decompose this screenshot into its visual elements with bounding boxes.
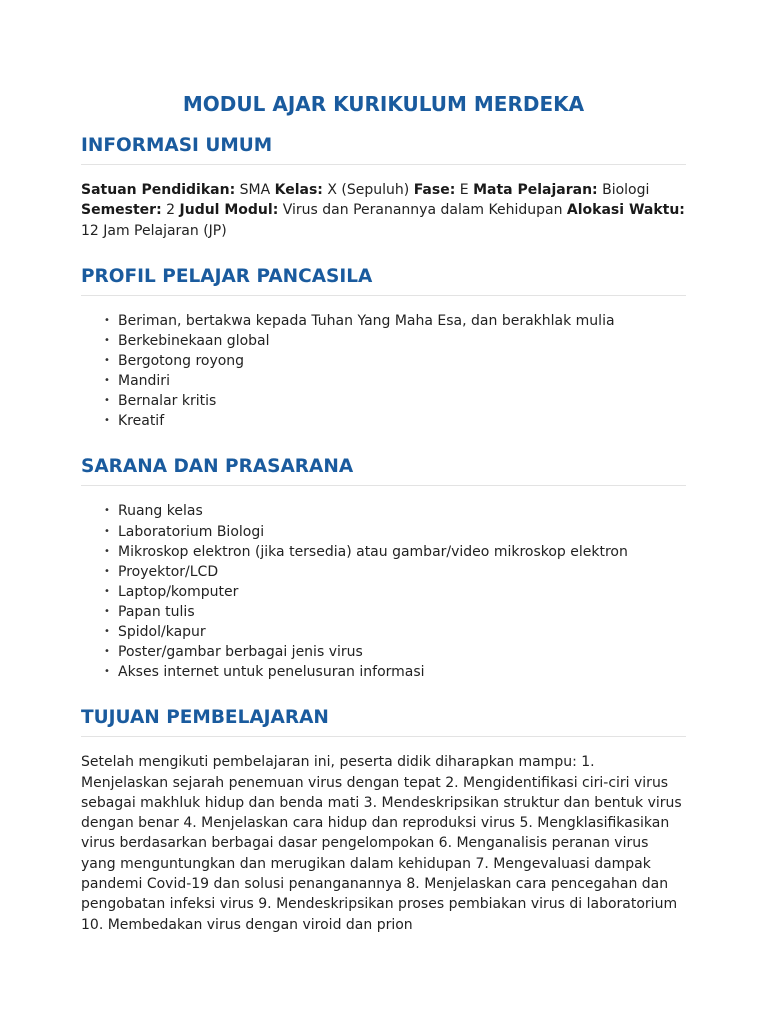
bullet-icon: •: [104, 646, 110, 658]
section-heading-tujuan-pembelajaran: TUJUAN PEMBELAJARAN: [81, 706, 686, 737]
document-title: MODUL AJAR KURIKULUM MERDEKA: [182, 92, 585, 116]
profil-list: [81, 311, 686, 432]
list-item: [104, 391, 686, 411]
list-item: [104, 522, 686, 542]
list-item: [104, 411, 686, 431]
list-item-text: Berkebinekaan global: [118, 332, 270, 349]
list-item: [104, 501, 686, 521]
bullet-icon: •: [104, 395, 110, 407]
bullet-icon: •: [104, 525, 110, 537]
field-value-fase: E: [459, 182, 469, 198]
bullet-icon: •: [104, 355, 110, 367]
field-value-satuan-pendidikan: SMA: [239, 182, 271, 198]
list-item-text: Akses internet untuk penelusuran informasi: [118, 664, 425, 681]
list-item: [104, 311, 686, 331]
field-label-satuan-pendidikan: Satuan Pendidikan:: [81, 182, 236, 198]
list-item-text: Kreatif: [118, 413, 165, 430]
bullet-icon: •: [104, 545, 110, 557]
list-item-text: Spidol/kapur: [118, 624, 206, 641]
field-label-judul-modul: Judul Modul:: [179, 202, 279, 219]
bullet-icon: •: [104, 666, 110, 678]
section-heading-informasi-umum: INFORMASI UMUM: [81, 134, 686, 165]
list-item: [104, 371, 686, 391]
list-item: [104, 642, 686, 662]
section-heading-sarana-dan-prasarana: SARANA DAN PRASARANA: [81, 455, 686, 486]
bullet-icon: •: [104, 626, 110, 638]
list-item-text: Papan tulis: [118, 603, 195, 620]
list-item: [104, 622, 686, 642]
field-label-kelas: Kelas:: [274, 182, 323, 198]
bullet-icon: •: [104, 585, 110, 597]
list-item-text: Beriman, bertakwa kepada Tuhan Yang Maha Esa, dan berakhlak mulia: [118, 312, 615, 329]
field-label-alokasi-waktu: Alokasi Waktu:: [566, 202, 685, 219]
list-item-text: Laboratorium Biologi: [118, 523, 265, 540]
field-label-fase: Fase:: [413, 182, 456, 198]
sarana-list: [81, 501, 686, 682]
field-label-mata-pelajaran: Mata Pelajaran:: [473, 182, 598, 198]
list-item-text: Mikroskop elektron (jika tersedia) atau gambar/video mikroskop elektron: [118, 543, 628, 560]
bullet-icon: •: [104, 605, 110, 617]
tujuan-pembelajaran-paragraph: Setelah mengikuti pembelajaran ini, peserta didik diharapkan mampu: 1. Menjelaskan sejarah penemuan virus dengan tepat 2. Mengidentifikasi ciri-ciri virus sebagai makhluk hidup dan benda mati 3. Mendeskripsikan struktur dan bentuk virus dengan benar 4. Menjelaskan cara hidup dan reproduksi virus 5. Mengklasifikasikan virus berdasarkan berbagai dasar pengelompokan 6. Menganalisis peranan virus yang menguntungkan dan merugikan dalam kehidupan 7. Mengevaluasi dampak pandemi Covid-19 dan solusi penanganannya 8. Menjelaskan cara pencegahan dan pengobatan infeksi virus 9. Mendeskripsikan proses pembiakan virus di laboratorium 10. Membedakan virus dengan viroid dan prion: [81, 754, 682, 933]
list-item-text: Poster/gambar berbagai jenis virus: [118, 644, 363, 661]
bullet-icon: •: [104, 334, 110, 346]
list-item: [104, 662, 686, 682]
section-heading-profil-pelajar-pancasila: PROFIL PELAJAR PANCASILA: [81, 265, 686, 296]
field-value-mata-pelajaran: Biologi: [602, 182, 650, 198]
field-value-judul-modul: Virus dan Peranannya dalam Kehidupan: [282, 202, 563, 219]
list-item-text: Ruang kelas: [118, 503, 203, 520]
field-value-kelas: X (Sepuluh): [327, 182, 410, 198]
bullet-icon: •: [104, 375, 110, 387]
list-item: [104, 562, 686, 582]
list-item: [104, 542, 686, 562]
list-item-text: Bernalar kritis: [118, 393, 217, 410]
list-item-text: Bergotong royong: [118, 353, 245, 370]
field-value-alokasi-waktu: 12 Jam Pelajaran (JP): [81, 222, 227, 239]
bullet-icon: •: [104, 505, 110, 517]
bullet-icon: •: [104, 565, 110, 577]
list-item-text: Proyektor/LCD: [118, 563, 219, 580]
field-label-semester: Semester:: [81, 202, 162, 219]
bullet-icon: •: [104, 415, 110, 427]
list-item-text: Laptop/komputer: [118, 583, 239, 600]
list-item: [104, 351, 686, 371]
informasi-umum-paragraph: [81, 180, 686, 241]
list-item: [104, 582, 686, 602]
list-item: [104, 331, 686, 351]
bullet-icon: •: [104, 314, 110, 326]
list-item: [104, 602, 686, 622]
field-value-semester: 2: [166, 202, 176, 219]
list-item-text: Mandiri: [118, 373, 170, 390]
